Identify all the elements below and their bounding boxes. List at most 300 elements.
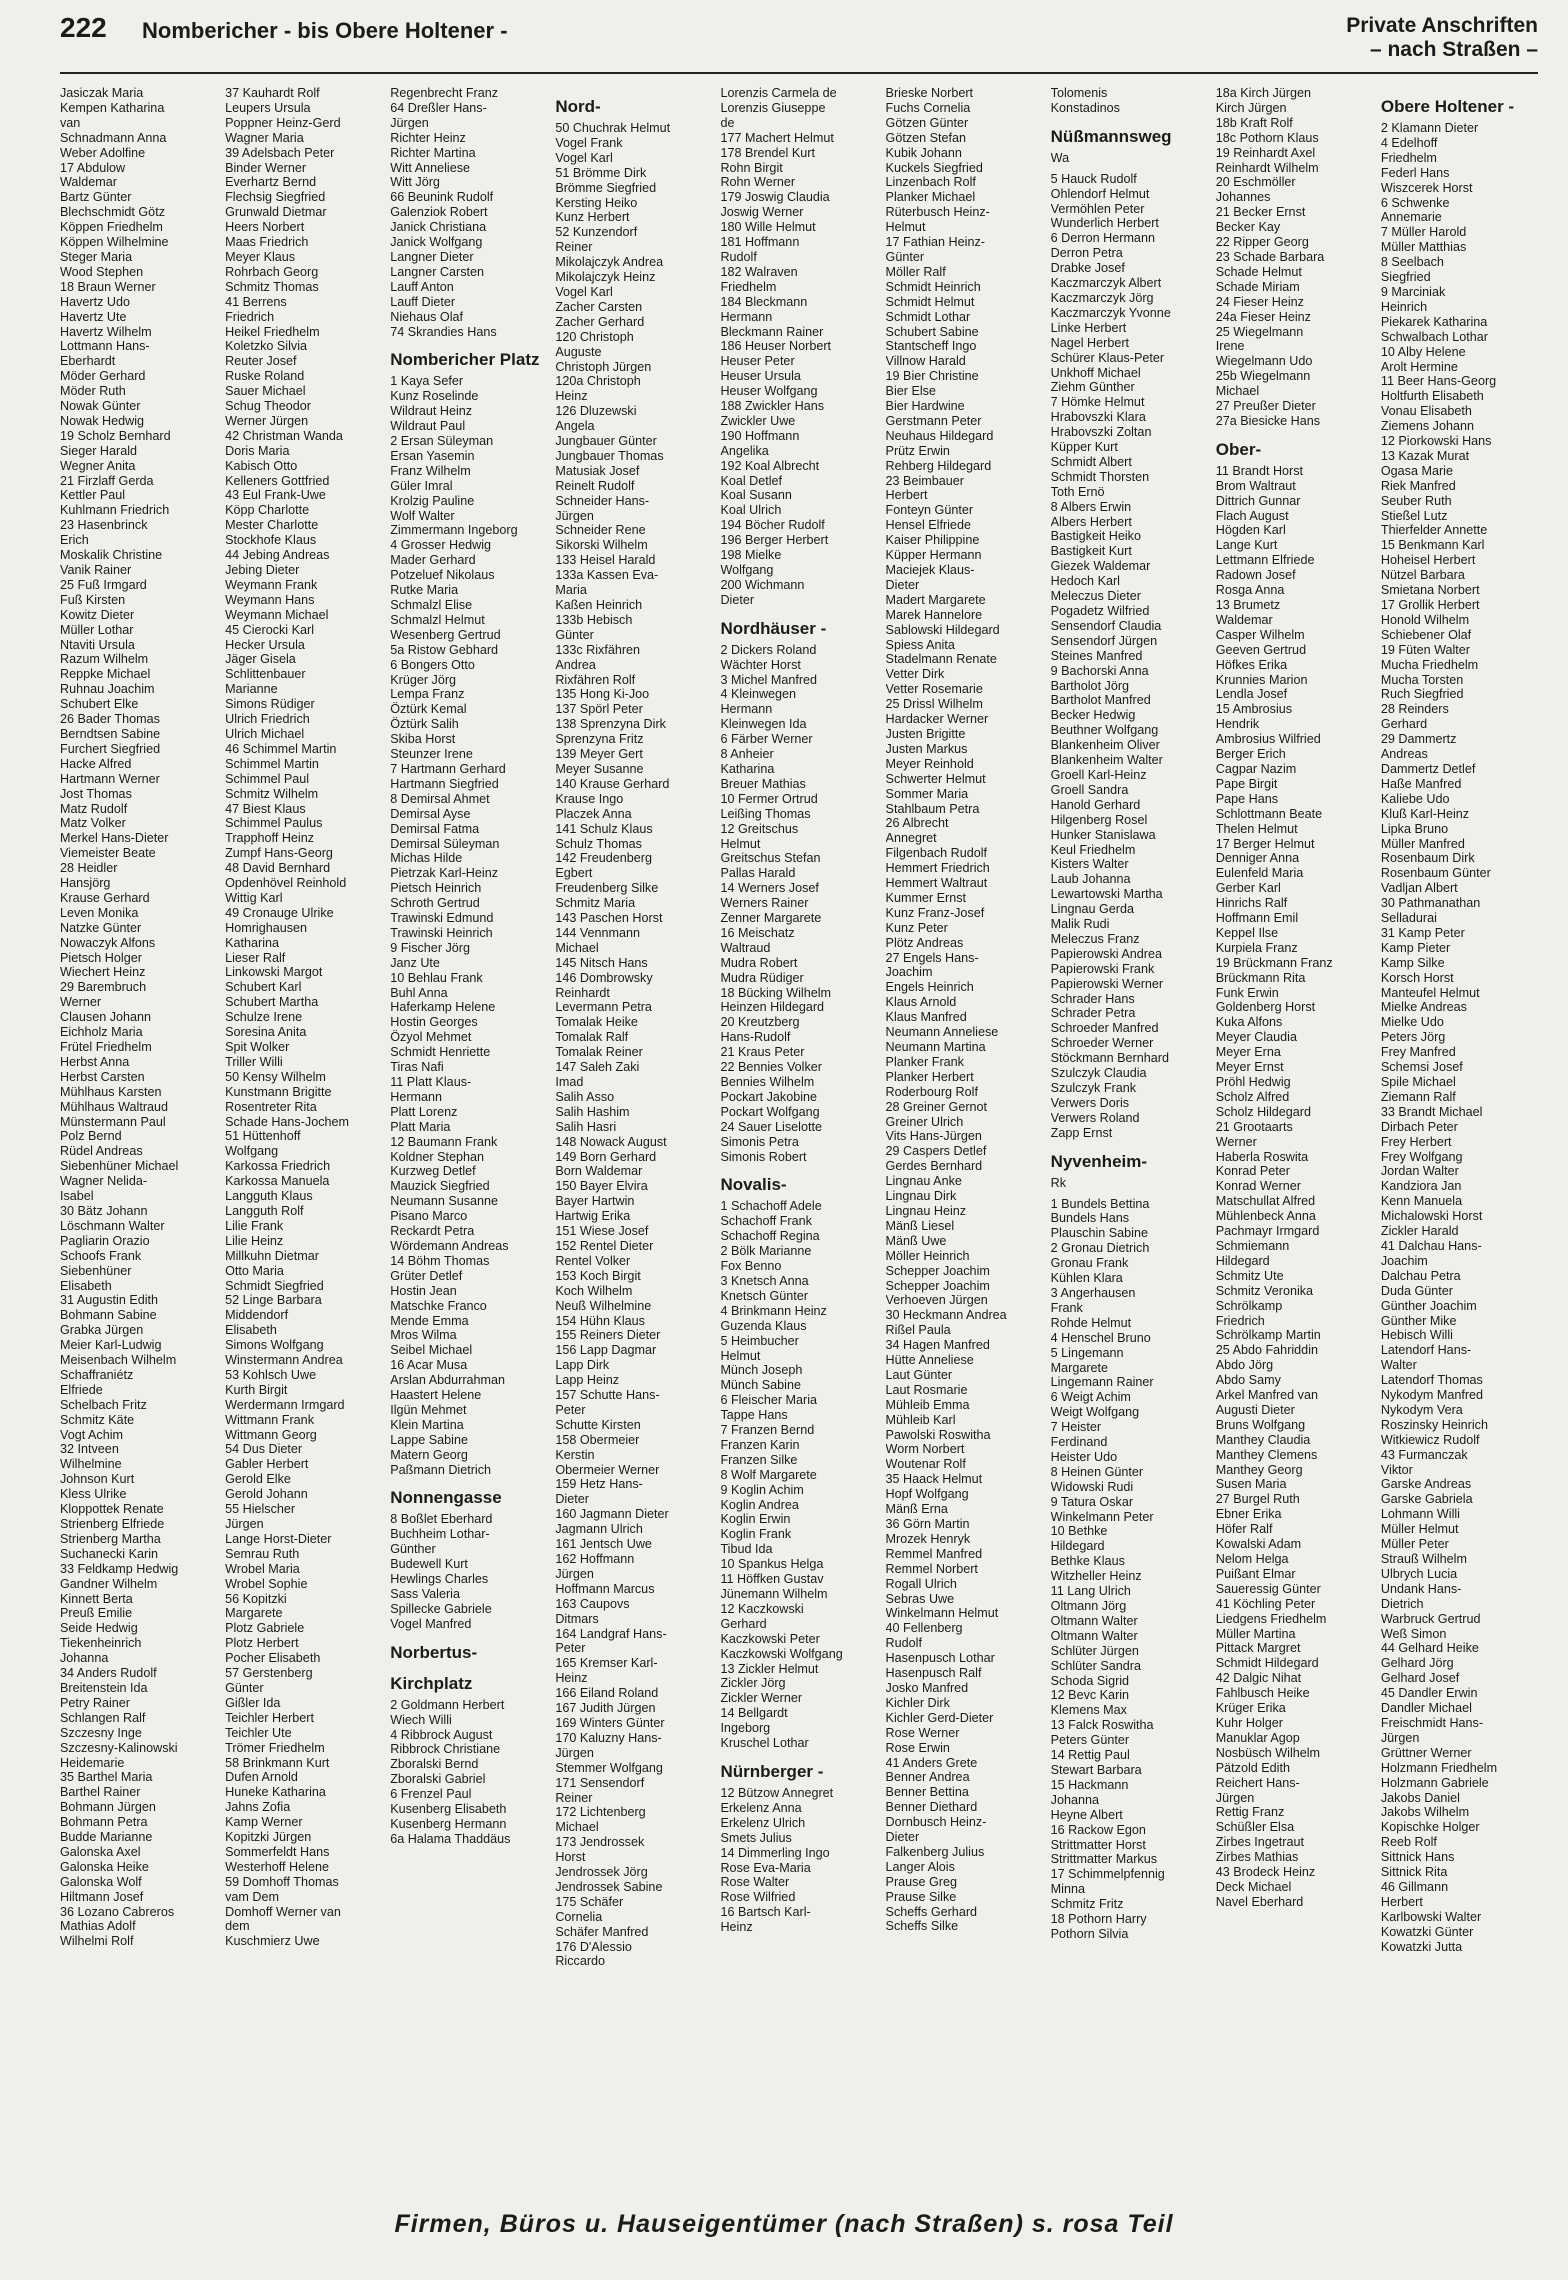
directory-entry: Grüttner Werner bbox=[1380, 1745, 1472, 1760]
directory-entry: Breitenstein Ida bbox=[60, 1680, 148, 1695]
directory-entry: 15 Ambrosius bbox=[1215, 702, 1293, 717]
directory-entry: Gerold Elke bbox=[225, 1472, 291, 1487]
directory-entry: Bartholot Manfred bbox=[1050, 693, 1151, 708]
directory-entry: Neumann Anneliese bbox=[885, 1025, 999, 1040]
directory-entry: Gerhard bbox=[720, 1616, 767, 1631]
directory-entry: 43 Brodeck Heinz bbox=[1215, 1865, 1316, 1880]
directory-entry: Brückmann Rita bbox=[1215, 970, 1306, 985]
directory-entry: Ribbrock Christiane bbox=[390, 1742, 501, 1757]
directory-entry: Duda Günter bbox=[1380, 1283, 1453, 1298]
directory-entry: 39 Adelsbach Peter bbox=[225, 145, 335, 160]
directory-entry: 16 Acar Musa bbox=[390, 1358, 468, 1373]
directory-entry: Bartz Günter bbox=[60, 190, 132, 205]
directory-entry: Grunwald Dietmar bbox=[225, 205, 327, 220]
directory-entry: Mros Wilma bbox=[390, 1328, 457, 1343]
directory-entry: Michalowski Horst bbox=[1380, 1209, 1483, 1224]
directory-entry: Galenziok Robert bbox=[390, 205, 488, 220]
directory-entry: 17 Schimmelpfennig bbox=[1050, 1867, 1165, 1882]
directory-entry: Guzenda Klaus bbox=[720, 1318, 807, 1333]
directory-entry: Homrighausen bbox=[225, 920, 308, 935]
directory-entry: Schmidt Hildegard bbox=[1215, 1656, 1319, 1671]
directory-entry: Kirch Jürgen bbox=[1215, 100, 1287, 115]
directory-entry: Keppel Ilse bbox=[1215, 925, 1279, 940]
directory-entry: Dieter bbox=[885, 1830, 920, 1845]
directory-entry: Zirbes Mathias bbox=[1215, 1850, 1299, 1865]
directory-entry: Lilie Heinz bbox=[225, 1233, 284, 1248]
directory-entry: Schubert Martha bbox=[225, 995, 319, 1010]
directory-entry: 5 Lingemann bbox=[1050, 1345, 1124, 1360]
directory-entry: van bbox=[60, 115, 81, 130]
directory-entry: Nowak Günter bbox=[60, 399, 141, 414]
directory-entry: Hiltmann Josef bbox=[60, 1889, 144, 1904]
directory-entry: Rettig Franz bbox=[1215, 1805, 1285, 1820]
directory-entry: Mielke Udo bbox=[1380, 1015, 1444, 1030]
directory-entry: 26 Albrecht bbox=[885, 816, 949, 831]
directory-entry: Hildegard bbox=[1050, 1539, 1105, 1554]
directory-entry: 9 Tatura Oskar bbox=[1050, 1494, 1134, 1509]
directory-entry: 56 Kopitzki bbox=[225, 1591, 287, 1606]
directory-entry: Hrabovszki Zoltan bbox=[1050, 425, 1152, 440]
directory-entry: Mielke Andreas bbox=[1380, 1000, 1467, 1015]
directory-entry: Schüßler Elsa bbox=[1215, 1820, 1295, 1835]
directory-entry: Kichler Gerd-Dieter bbox=[885, 1710, 994, 1725]
directory-entry: Schade Hans-Jochem bbox=[225, 1114, 350, 1129]
directory-entry: Linzenbach Rolf bbox=[885, 175, 976, 190]
directory-entry: 133 Heisel Harald bbox=[555, 553, 656, 568]
directory-entry: Zirbes Ingetraut bbox=[1215, 1835, 1304, 1850]
directory-entry: Werner bbox=[60, 995, 102, 1010]
directory-entry: Manthey Clemens bbox=[1215, 1447, 1318, 1462]
directory-entry: 145 Nitsch Hans bbox=[555, 955, 648, 970]
directory-entry: Imad bbox=[555, 1075, 584, 1089]
directory-entry: Jürgen bbox=[390, 115, 429, 130]
directory-entry: Öztürk Salih bbox=[390, 717, 459, 732]
directory-entry: Heister Udo bbox=[1050, 1449, 1118, 1464]
directory-entry: Rose Eva-Maria bbox=[720, 1860, 811, 1875]
directory-entry: Mänß Uwe bbox=[885, 1233, 947, 1248]
directory-entry: Siebenhüner Michael bbox=[60, 1159, 179, 1174]
directory-column bbox=[60, 86, 219, 2196]
directory-entry: Schachoff Frank bbox=[720, 1214, 812, 1229]
directory-entry: Lilie Frank bbox=[225, 1218, 284, 1233]
directory-entry: Salih Asso bbox=[555, 1089, 615, 1104]
directory-entry: Kusenberg Elisabeth bbox=[390, 1802, 507, 1817]
directory-entry: Polz Bernd bbox=[60, 1129, 122, 1144]
directory-entry: Berndtsen Sabine bbox=[60, 726, 161, 741]
directory-entry: Nelom Helga bbox=[1215, 1552, 1289, 1566]
directory-entry: Pachmayr Irmgard bbox=[1215, 1224, 1320, 1239]
directory-entry: Schürer Klaus-Peter bbox=[1050, 350, 1165, 365]
directory-entry: Budde Marianne bbox=[60, 1830, 153, 1845]
directory-entry: Witt Anneliese bbox=[390, 160, 471, 175]
directory-entry: Koglin Andrea bbox=[720, 1497, 799, 1512]
directory-entry: 14 Bellgardt bbox=[720, 1706, 788, 1721]
directory-entry: 19 Scholz Bernhard bbox=[60, 428, 171, 443]
directory-entry: 151 Wiese Josef bbox=[555, 1224, 649, 1239]
directory-entry: Nützel Barbara bbox=[1380, 568, 1465, 583]
directory-entry: Schneider Rene bbox=[555, 523, 646, 538]
directory-entry: 194 Böcher Rudolf bbox=[720, 518, 825, 533]
directory-entry: Szczesny Inge bbox=[60, 1725, 142, 1740]
directory-entry: 7 Hartmann Gerhard bbox=[390, 761, 506, 776]
directory-entry: Puißant Elmar bbox=[1215, 1566, 1296, 1581]
directory-entry: Potzeluef Nikolaus bbox=[390, 568, 495, 583]
directory-entry: Wiegelmann Udo bbox=[1215, 354, 1313, 369]
directory-entry: Zickler Harald bbox=[1380, 1224, 1459, 1239]
directory-entry: Wildraut Paul bbox=[390, 419, 466, 434]
directory-entry: Vogt Achim bbox=[60, 1427, 124, 1442]
directory-entry: 133b Hebisch bbox=[555, 612, 633, 627]
directory-entry: 55 Hielscher bbox=[225, 1502, 296, 1517]
directory-entry: Smietana Norbert bbox=[1380, 583, 1480, 598]
directory-entry: 23 Hasenbrinck bbox=[60, 518, 148, 533]
directory-entry: Schroth Gertrud bbox=[390, 896, 480, 911]
directory-entry: 170 Kaluzny Hans- bbox=[555, 1730, 662, 1745]
directory-column bbox=[1216, 86, 1375, 2196]
directory-entry: Lorenzis Carmela de bbox=[720, 86, 837, 100]
directory-entry: Budewell Kurt bbox=[390, 1557, 468, 1572]
directory-entry: 66 Beunink Rudolf bbox=[390, 190, 494, 205]
directory-entry: Spillecke Gabriele bbox=[390, 1601, 492, 1616]
directory-entry: Rose Erwin bbox=[885, 1740, 950, 1755]
directory-entry: Jürgen bbox=[225, 1517, 264, 1531]
directory-entry: 156 Lapp Dagmar bbox=[555, 1343, 657, 1358]
directory-entry: Michael bbox=[555, 940, 599, 955]
directory-entry: 146 Dombrowsky bbox=[555, 970, 653, 985]
directory-entry: Lapp Dirk bbox=[555, 1358, 610, 1373]
directory-entry: Groell Karl-Heinz bbox=[1050, 767, 1147, 782]
directory-entry: 176 D'Alessio bbox=[555, 1939, 632, 1954]
directory-entry: Hermann bbox=[720, 702, 773, 717]
directory-entry: Weymann Hans bbox=[225, 592, 315, 607]
directory-entry: Mühleib Emma bbox=[885, 1397, 970, 1412]
directory-entry: Günter bbox=[225, 1680, 264, 1695]
page-number: 222 bbox=[60, 12, 107, 43]
directory-entry: Ruch Siegfried bbox=[1380, 687, 1464, 702]
directory-entry: Spit Wolker bbox=[225, 1040, 290, 1054]
directory-entry: Schepper Joachim bbox=[885, 1278, 990, 1293]
directory-entry: Holzmann Friedhelm bbox=[1380, 1760, 1498, 1775]
directory-entry: Stahlbaum Petra bbox=[885, 801, 980, 816]
directory-entry: Bohmann Petra bbox=[60, 1815, 148, 1830]
directory-entry: Tomalak Reiner bbox=[555, 1045, 643, 1060]
directory-entry: Sieger Harald bbox=[60, 443, 138, 458]
directory-entry: Tiras Nafi bbox=[390, 1060, 444, 1075]
directory-entry: 25 Fuß Irmgard bbox=[60, 577, 147, 592]
directory-entry: 28 Reinders bbox=[1380, 702, 1449, 717]
directory-entry: Pietrzak Karl-Heinz bbox=[390, 866, 498, 881]
directory-entry: Smets Julius bbox=[720, 1830, 792, 1845]
directory-entry: 27 Preußer Dieter bbox=[1215, 399, 1316, 414]
directory-entry: Mänß Erna bbox=[885, 1502, 948, 1517]
directory-entry: 25 Drissl Wilhelm bbox=[885, 697, 983, 712]
directory-entry: Albers Herbert bbox=[1050, 514, 1132, 529]
directory-entry: Koal Detlef bbox=[720, 473, 783, 488]
directory-entry: 41 Anders Grete bbox=[885, 1755, 978, 1770]
directory-entry: 24 Sauer Liselotte bbox=[720, 1119, 822, 1134]
directory-entry: Lohmann Willi bbox=[1380, 1507, 1460, 1522]
directory-entry: Schmidt Albert bbox=[1050, 454, 1132, 469]
directory-entry: Höfer Ralf bbox=[1215, 1522, 1273, 1537]
directory-entry: Wiech Willi bbox=[390, 1712, 452, 1727]
directory-entry: Witzheller Heinz bbox=[1050, 1569, 1142, 1584]
directory-entry: Sauer Michael bbox=[225, 384, 306, 399]
directory-entry: Undank Hans- bbox=[1380, 1581, 1462, 1596]
directory-entry: Stemmer Wolfgang bbox=[555, 1760, 663, 1775]
directory-entry: Navel Eberhard bbox=[1215, 1894, 1304, 1909]
directory-entry: Siebenhüner bbox=[60, 1263, 132, 1278]
directory-entry: 13 Brumetz bbox=[1215, 598, 1281, 612]
directory-entry: Vermöhlen Peter bbox=[1050, 201, 1145, 216]
directory-entry: 14 Dimmerling Ingo bbox=[720, 1845, 830, 1860]
directory-entry: Schulze Irene bbox=[225, 1010, 303, 1025]
directory-entry: Federl Hans bbox=[1380, 165, 1450, 180]
directory-entry: Tappe Hans bbox=[720, 1408, 788, 1423]
directory-entry: Pietsch Heinrich bbox=[390, 881, 482, 896]
directory-entry: Grabka Jürgen bbox=[60, 1323, 144, 1338]
directory-entry: Szczesny-Kalinowski bbox=[60, 1740, 178, 1755]
directory-entry: Löschmann Walter bbox=[60, 1218, 165, 1233]
directory-entry: Scheffs Gerhard bbox=[885, 1904, 978, 1919]
directory-entry: Wittig Karl bbox=[225, 890, 283, 905]
directory-entry: Jürgen bbox=[1380, 1730, 1420, 1745]
directory-entry: Pockart Wolfgang bbox=[720, 1104, 820, 1119]
directory-entry: Roderbourg Rolf bbox=[885, 1084, 978, 1099]
directory-entry: Cornelia bbox=[555, 1909, 603, 1924]
directory-entry: Justen Markus bbox=[885, 741, 968, 756]
directory-entry: Holzmann Gabriele bbox=[1380, 1775, 1489, 1790]
directory-entry: 18b Kraft Rolf bbox=[1215, 115, 1293, 130]
directory-entry: 200 Wichmann bbox=[720, 577, 805, 592]
directory-entry: 137 Spörl Peter bbox=[555, 702, 643, 717]
directory-entry: Neuß Wilhelmine bbox=[555, 1298, 652, 1313]
directory-entry: vam Dem bbox=[225, 1889, 279, 1904]
directory-entry: Dirbach Peter bbox=[1380, 1119, 1458, 1134]
directory-entry: Wilhelmine bbox=[60, 1457, 122, 1472]
directory-entry: Herbert bbox=[885, 488, 928, 503]
directory-entry: Pogadetz Wilfried bbox=[1050, 604, 1150, 618]
directory-entry: Vonau Elisabeth bbox=[1380, 404, 1472, 419]
directory-entry: Vetter Dirk bbox=[885, 667, 945, 682]
directory-entry: Steunzer Irene bbox=[390, 747, 473, 762]
directory-column bbox=[555, 86, 714, 2196]
directory-entry: Mühlenbeck Anna bbox=[1215, 1209, 1316, 1224]
directory-entry: Mudra Robert bbox=[720, 955, 798, 970]
directory-entry: 11 Brandt Horst bbox=[1215, 463, 1304, 478]
street-heading: Obere Holtener - bbox=[1380, 97, 1515, 116]
directory-entry: 41 Berrens bbox=[225, 294, 287, 309]
directory-entry: Manthey Georg bbox=[1215, 1462, 1303, 1477]
directory-entry: Otto Maria bbox=[225, 1263, 284, 1278]
directory-entry: Krause Ingo bbox=[555, 791, 624, 806]
directory-entry: 161 Jentsch Uwe bbox=[555, 1537, 652, 1552]
directory-entry: Reuter Josef bbox=[225, 354, 297, 369]
directory-entry: Vits Hans-Jürgen bbox=[885, 1129, 982, 1144]
directory-entry: Wildraut Heinz bbox=[390, 404, 473, 419]
directory-entry: Ziemens Johann bbox=[1380, 419, 1474, 434]
directory-entry: Weß Simon bbox=[1380, 1626, 1447, 1641]
directory-entry: Galonska Axel bbox=[60, 1844, 141, 1859]
directory-entry: Salih Hasri bbox=[555, 1119, 617, 1134]
directory-entry: 140 Krause Gerhard bbox=[555, 776, 670, 791]
directory-entry: Meyer Ernst bbox=[1215, 1060, 1284, 1075]
directory-entry: Meyer Claudia bbox=[1215, 1030, 1297, 1045]
directory-entry: Weymann Frank bbox=[225, 577, 318, 592]
directory-entry: Schmitz Veronika bbox=[1215, 1283, 1314, 1298]
directory-entry: Ilgün Mehmet bbox=[390, 1402, 467, 1417]
directory-entry: Gerstmann Peter bbox=[885, 413, 982, 428]
directory-entry: Steines Manfred bbox=[1050, 648, 1143, 663]
directory-entry: 41 Dalchau Hans- bbox=[1380, 1238, 1482, 1253]
directory-entry: 27 Engels Hans- bbox=[885, 950, 979, 965]
directory-entry: 22 Ripper Georg bbox=[1215, 235, 1309, 250]
directory-entry: Dammertz Detlef bbox=[1380, 761, 1476, 776]
directory-entry: Kinnett Berta bbox=[60, 1591, 133, 1606]
directory-entry: Domhoff Werner van bbox=[225, 1904, 341, 1919]
directory-entry: Lange Kurt bbox=[1215, 538, 1278, 553]
directory-entry: Razum Wilhelm bbox=[60, 652, 149, 667]
directory-entry: Michael bbox=[555, 1820, 599, 1835]
directory-entry: Margarete bbox=[225, 1606, 283, 1621]
directory-entry: Vogel Karl bbox=[555, 150, 613, 165]
directory-entry: Oltmann Jörg bbox=[1050, 1599, 1127, 1613]
directory-entry: Schade Helmut bbox=[1215, 264, 1302, 279]
directory-entry: Marek Hannelore bbox=[885, 607, 983, 622]
directory-entry: Eichholz Maria bbox=[60, 1025, 143, 1040]
directory-entry: Heuser Wolfgang bbox=[720, 384, 818, 399]
directory-entry: 160 Jagmann Dieter bbox=[555, 1507, 669, 1522]
directory-entry: Plötz Andreas bbox=[885, 935, 964, 950]
directory-entry: 9 Marciniak bbox=[1380, 284, 1446, 299]
directory-entry: 155 Reiners Dieter bbox=[555, 1328, 661, 1343]
directory-entry: 42 Christman Wanda bbox=[225, 428, 343, 443]
directory-entry: 11 Platt Klaus- bbox=[390, 1075, 472, 1089]
directory-entry: Herbert bbox=[1380, 1894, 1423, 1909]
directory-entry: Triller Willi bbox=[225, 1054, 283, 1069]
directory-entry: 18 Bücking Wilhelm bbox=[720, 985, 832, 1000]
directory-entry: Madert Margarete bbox=[885, 592, 986, 607]
directory-entry: Annegret bbox=[885, 831, 937, 846]
directory-entry: Kunz Roselinde bbox=[390, 389, 479, 404]
directory-entry: Kuka Alfons bbox=[1215, 1015, 1283, 1030]
directory-entry: 142 Freudenberg bbox=[555, 851, 652, 866]
directory-entry: Schmitz Ute bbox=[1215, 1268, 1284, 1283]
directory-entry: Schlüter Jürgen bbox=[1050, 1643, 1139, 1658]
directory-entry: Piekarek Katharina bbox=[1380, 314, 1488, 329]
directory-entry: 10 Spankus Helga bbox=[720, 1557, 824, 1572]
directory-entry: Rosentreter Rita bbox=[225, 1099, 317, 1114]
directory-entry: Filgenbach Rudolf bbox=[885, 846, 988, 861]
directory-entry: 8 Anheier bbox=[720, 747, 774, 762]
directory-entry: 2 Gronau Dietrich bbox=[1050, 1241, 1150, 1256]
directory-entry: Greitschus Stefan bbox=[720, 851, 821, 866]
directory-entry: 48 David Bernhard bbox=[225, 861, 331, 876]
directory-entry: Matusiak Josef bbox=[555, 463, 640, 478]
directory-entry: Langguth Rolf bbox=[225, 1203, 304, 1218]
directory-entry: Mauzick Siegfried bbox=[390, 1179, 490, 1194]
directory-entry: Heers Norbert bbox=[225, 220, 305, 235]
directory-entry: 27a Biesicke Hans bbox=[1215, 413, 1321, 428]
directory-entry: Rogall Ulrich bbox=[885, 1576, 957, 1591]
directory-entry: Viemeister Beate bbox=[60, 846, 156, 861]
directory-entry: 192 Koal Albrecht bbox=[720, 458, 820, 473]
directory-entry: Ulrich Friedrich bbox=[225, 712, 310, 727]
directory-entry: Mudra Rüdiger bbox=[720, 970, 804, 985]
directory-entry: Deck Michael bbox=[1215, 1879, 1292, 1894]
directory-entry: 10 Fermer Ortrud bbox=[720, 791, 818, 806]
directory-entry: Günter bbox=[555, 627, 594, 642]
directory-entry: 37 Kauhardt Rolf bbox=[225, 86, 320, 100]
directory-entry: 19 Reinhardt Axel bbox=[1215, 145, 1316, 160]
street-heading: Nord- bbox=[555, 97, 601, 116]
directory-entry: Ruske Roland bbox=[225, 369, 305, 384]
directory-entry: 5 Heimbucher bbox=[720, 1333, 799, 1348]
directory-entry: Kunstmann Brigitte bbox=[225, 1084, 332, 1099]
directory-entry: Schutte Kirsten bbox=[555, 1417, 641, 1432]
directory-entry: 36 Görn Martin bbox=[885, 1517, 970, 1531]
directory-entry: Latendorf Hans- bbox=[1380, 1343, 1472, 1358]
directory-entry: Scholz Hildegard bbox=[1215, 1104, 1311, 1119]
directory-entry: Bleckmann Rainer bbox=[720, 324, 824, 339]
directory-entry: Isabel bbox=[60, 1189, 94, 1204]
directory-entry: Kersting Heiko bbox=[555, 195, 638, 210]
directory-entry: 21 Grootaarts bbox=[1215, 1119, 1293, 1134]
directory-column bbox=[1381, 86, 1540, 2196]
directory-entry: Wagner Nelida- bbox=[60, 1174, 148, 1189]
directory-entry: 153 Koch Birgit bbox=[555, 1268, 641, 1283]
directory-entry: 152 Rentel Dieter bbox=[555, 1238, 654, 1253]
directory-entry: Jebing Dieter bbox=[225, 563, 300, 577]
directory-entry: Keul Friedhelm bbox=[1050, 842, 1136, 857]
directory-entry: Waldemar bbox=[1215, 612, 1273, 627]
directory-entry: Ferdinand bbox=[1050, 1435, 1108, 1450]
directory-entry: Kowatzki Jutta bbox=[1380, 1939, 1463, 1954]
directory-entry: 12 Bevc Karin bbox=[1050, 1688, 1130, 1703]
directory-entry: Schade Miriam bbox=[1215, 279, 1300, 294]
directory-entry: Kubik Johann bbox=[885, 145, 962, 160]
directory-entry: Manthey Claudia bbox=[1215, 1432, 1311, 1447]
directory-entry: Schachoff Regina bbox=[720, 1229, 820, 1244]
directory-entry: Maria bbox=[555, 583, 587, 598]
directory-entry: Bier Hardwine bbox=[885, 399, 965, 414]
directory-entry: Mende Emma bbox=[390, 1313, 469, 1328]
directory-entry: Havertz Wilhelm bbox=[60, 324, 152, 339]
directory-entry: 2 Bölk Marianne bbox=[720, 1244, 812, 1259]
directory-entry: Denniger Anna bbox=[1215, 851, 1300, 866]
directory-entry: Skiba Horst bbox=[390, 732, 456, 747]
directory-entry: Trawinski Edmund bbox=[390, 911, 494, 926]
directory-entry: 23 Schade Barbara bbox=[1215, 249, 1325, 264]
directory-entry: Kurzweg Detlef bbox=[390, 1164, 476, 1179]
directory-entry: Hermann bbox=[390, 1089, 443, 1104]
directory-entry: 138 Sprenzyna Dirk bbox=[555, 717, 666, 732]
directory-entry: Lapp Heinz bbox=[555, 1373, 620, 1388]
directory-entry: Demirsal Fatma bbox=[390, 821, 480, 836]
directory-entry: Schimmel Martin bbox=[225, 756, 319, 771]
directory-entry: Holtfurth Elisabeth bbox=[1380, 389, 1484, 404]
directory-entry: 34 Anders Rudolf bbox=[60, 1666, 157, 1681]
directory-entry: Schubert Elke bbox=[60, 697, 139, 712]
directory-entry: 171 Sensendorf bbox=[555, 1775, 645, 1790]
directory-entry: Zwickler Uwe bbox=[720, 413, 796, 428]
directory-entry: Lauff Dieter bbox=[390, 294, 456, 309]
directory-entry: Haße Manfred bbox=[1380, 776, 1462, 791]
directory-entry: Pothorn Silvia bbox=[1050, 1926, 1129, 1941]
directory-entry: Oltmann Walter bbox=[1050, 1628, 1138, 1643]
directory-entry: Sommer Maria bbox=[885, 786, 969, 801]
directory-entry: Hasenpusch Lothar bbox=[885, 1651, 995, 1666]
directory-entry: Becker Kay bbox=[1215, 220, 1281, 235]
